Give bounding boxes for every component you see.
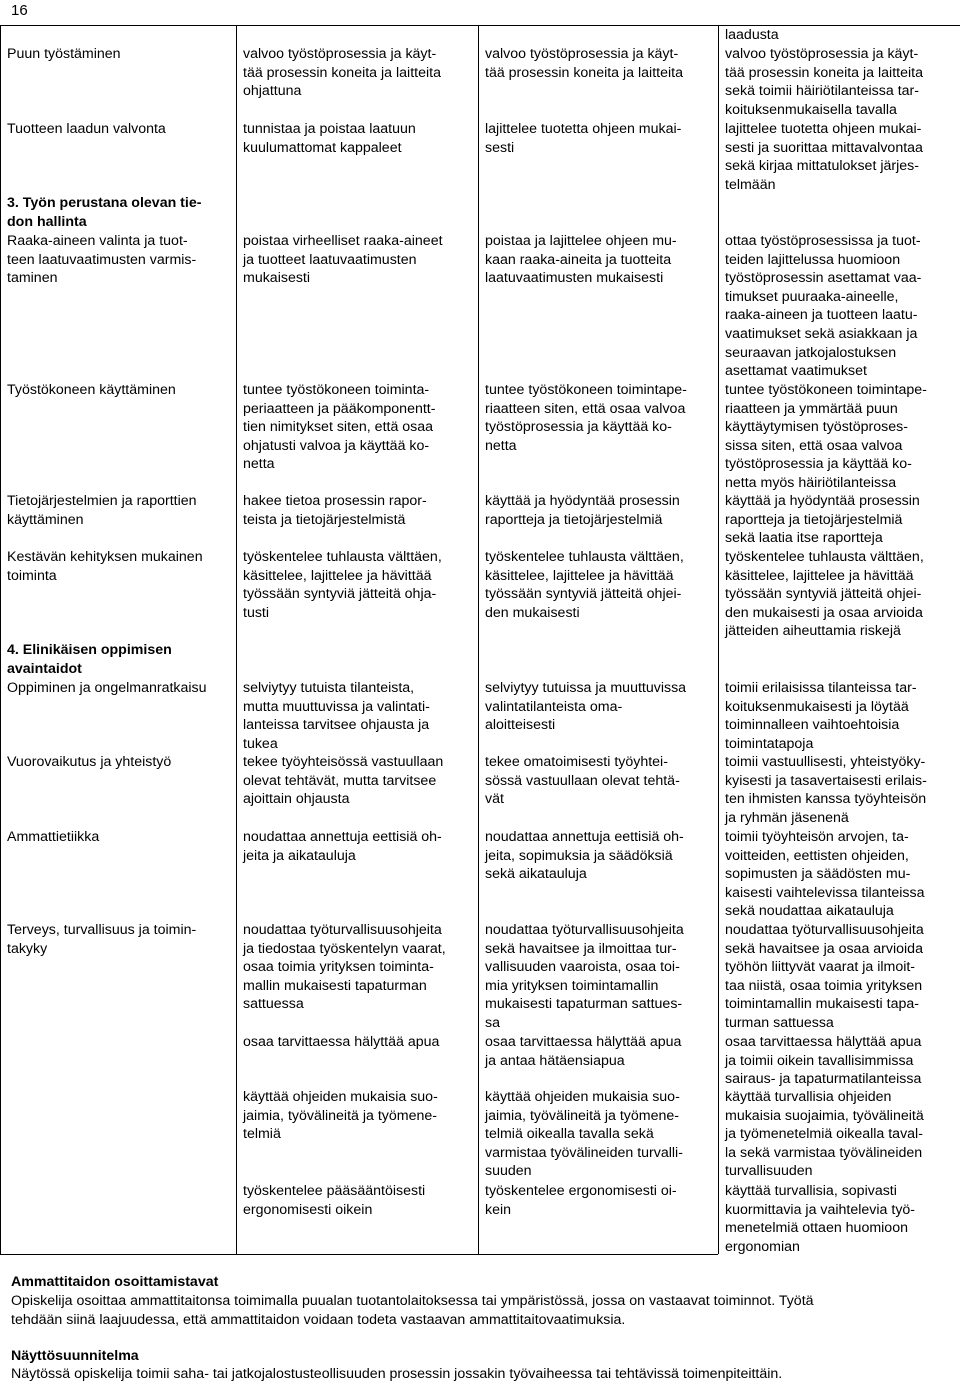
criterion-level-2: tuntee työstökoneen toimintape- riaatteen siten, että osaa valvoa työstöprosessia ja käyttää ko- netta xyxy=(485,382,687,454)
criterion-level-3: käyttää ja hyödyntää prosessin raportteja ja tietojärjestelmiä sekä laatia itse raportteja xyxy=(725,493,920,547)
row-label: Vuorovaikutus ja yhteistyö xyxy=(7,754,172,770)
demonstration-methods-text: Opiskelija osoittaa ammattitaitonsa toimimalla puualan tuotantolaitoksessa tai ympäristössä, jossa on vastaavat toiminnot. Työtä tehdään siinä laajuudessa, että ammattitaidon voidaan todeta vastaavan ammattitaitovaatimuksia. xyxy=(11,1293,814,1328)
column-divider-3 xyxy=(718,25,719,1254)
criterion-level-2: lajittelee tuotetta ohjeen mukai- sesti xyxy=(485,121,682,156)
criterion-level-3: noudattaa työturvallisuusohjeita sekä havaitsee ja osaa arvioida työhön liittyvät vaarat ja ilmoit- taa niistä, osaa toimia yrityksen toimintamallin mukaisesti tapa- turman sattuessa xyxy=(725,922,924,1031)
criterion-level-3: työskentelee tuhlausta välttäen, käsittelee, lajittelee ja hävittää työssään syntyviä jätteitä ohjei- den mukaisesti ja osaa arvioida jätteiden aiheuttamia riskejä xyxy=(725,549,924,640)
criterion-level-3: lajittelee tuotetta ohjeen mukai- sesti ja suorittaa mittavalvontaa sekä kirjaa mittatulokset järjes- telmään xyxy=(725,121,923,193)
page-number: 16 xyxy=(11,2,28,19)
row-label: Raaka-aineen valinta ja tuot- teen laatuvaatimusten varmis- taminen xyxy=(7,233,197,287)
criterion-level-1: tuntee työstökoneen toiminta- periaatteen ja pääkomponentt- tien nimitykset siten, että osaa ohjatusti valvoa ja käyttää ko- netta xyxy=(243,382,436,473)
criterion-level-3: käyttää turvallisia ohjeiden mukaisia suojaimia, työvälineitä ja työmenetelmiä oikealla taval- la sekä varmistaa työvälineiden turvallisuuden xyxy=(725,1089,924,1180)
row-label: Puun työstäminen xyxy=(7,46,121,62)
criterion-level-2: noudattaa annettuja eettisiä oh- jeita, sopimuksia ja säädöksiä sekä aikatauluja xyxy=(485,829,684,883)
criterion-level-3: osaa tarvittaessa hälyttää apua ja toimii oikein tavallisimmissa sairaus- ja tapaturmatilanteissa xyxy=(725,1034,922,1088)
criterion-level-2: osaa tarvittaessa hälyttää apua ja antaa hätäensiapua xyxy=(485,1034,682,1069)
demonstration-plan-text: Näytössä opiskelija toimii saha- tai jatkojalostusteollisuuden prosessin jossakin työvaiheessa tai tehtävissä toimenpiteittäin. xyxy=(11,1366,783,1382)
row-label: Oppiminen ja ongelmanratkaisu xyxy=(7,680,207,696)
column-divider-1 xyxy=(236,25,237,1254)
criterion-level-3: käyttää turvallisia, sopivasti kuormittavia ja vaihtelevia työ- menetelmiä ottaen huomioon ergonomian xyxy=(725,1183,916,1255)
table-bottom-border xyxy=(0,1254,718,1255)
criterion-level-3: tuntee työstökoneen toimintape- riaatteen ja ymmärtää puun käyttäytymisen työstöproses- sissa siten, että osaa valvoa työstöprosessia ja käyttää ko- netta myös häiriötilanteissa xyxy=(725,382,927,491)
criterion-level-1: noudattaa annettuja eettisiä oh- jeita ja aikatauluja xyxy=(243,829,442,864)
criterion-level-3: valvoo työstöprosessia ja käyt- tää prosessin koneita ja laitteita sekä toimii häiriötilanteissa tar- koituksenmukaisella tavalla xyxy=(725,46,923,118)
criterion-level-1: noudattaa työturvallisuusohjeita ja tiedostaa työskentelyn vaarat, osaa toimia yrityksen toiminta- mallin mukaisesti tapaturman sattuessa xyxy=(243,922,446,1013)
top-continuation-fragment: laadusta xyxy=(725,27,779,43)
criterion-level-2: työskentelee tuhlausta välttäen, käsittelee, lajittelee ja hävittää työssään syntyviä jätteitä ohjei- den mukaisesti xyxy=(485,549,684,621)
criterion-level-1: osaa tarvittaessa hälyttää apua xyxy=(243,1034,440,1050)
row-label: Tuotteen laadun valvonta xyxy=(7,121,166,137)
row-label: Kestävän kehityksen mukainen toiminta xyxy=(7,549,203,584)
criterion-level-1: hakee tietoa prosessin rapor- teista ja tietojärjestelmistä xyxy=(243,493,427,528)
row-label: Työstökoneen käyttäminen xyxy=(7,382,176,398)
criterion-level-1: valvoo työstöprosessia ja käyt- tää prosessin koneita ja laitteita ohjattuna xyxy=(243,46,441,100)
criterion-level-3: toimii työyhteisön arvojen, ta- voitteiden, eettisten ohjeiden, sopimusten ja säädösten mu- kaisesti vaihtelevissa tilanteissa sekä noudattaa aikatauluja xyxy=(725,829,925,920)
criterion-level-1: käyttää ohjeiden mukaisia suo- jaimia, työvälineitä ja työmene- telmiä xyxy=(243,1089,438,1143)
criterion-level-3: toimii erilaisissa tilanteissa tar- koituksenmukaisesti ja löytää toiminnalleen vaihtoehtoisia toimintatapoja xyxy=(725,680,917,752)
criterion-level-1: selviytyy tutuista tilanteista, mutta muuttuvissa ja valintati- lanteissa tarvitsee ohjausta ja tukea xyxy=(243,680,430,752)
criterion-level-2: tekee omatoimisesti työyhtei- sössä vastuullaan olevat tehtä- vät xyxy=(485,754,680,808)
row-label: Tietojärjestelmien ja raporttien käyttäminen xyxy=(7,493,197,528)
criterion-level-1: poistaa virheelliset raaka-aineet ja tuotteet laatuvaatimusten mukaisesti xyxy=(243,233,443,287)
section-3-heading: 3. Työn perustana olevan tie- don hallinta xyxy=(7,195,202,230)
demonstration-plan-heading: Näyttösuunnitelma xyxy=(11,1348,139,1364)
section-4-heading: 4. Elinikäisen oppimisen avaintaidot xyxy=(7,642,172,677)
demonstration-methods-heading: Ammattitaidon osoittamistavat xyxy=(11,1274,219,1290)
criterion-level-2: käyttää ja hyödyntää prosessin raportteja ja tietojärjestelmiä xyxy=(485,493,680,528)
row-label: Ammattietiikka xyxy=(7,829,100,845)
criterion-level-2: käyttää ohjeiden mukaisia suo- jaimia, työvälineitä ja työmene- telmiä oikealla tavalla sekä varmistaa työvälineiden turvalli- suuden xyxy=(485,1089,683,1180)
criterion-level-1: työskentelee tuhlausta välttäen, käsittelee, lajittelee ja hävittää työssään syntyviä jätteitä ohja- tusti xyxy=(243,549,442,621)
table-left-border xyxy=(0,25,1,1254)
criterion-level-2: työskentelee ergonomisesti oi- kein xyxy=(485,1183,677,1218)
criterion-level-3: ottaa työstöprosessissa ja tuot- teiden lajittelussa huomioon työstöprosessin asettamat vaa- timukset puuraaka-aineelle, raaka-aineen ja tuotteen laatu- vaatimukset sekä asiakkaan ja seuraavan jatkojalostuksen asettamat vaatimukset xyxy=(725,233,922,380)
criterion-level-2: selviytyy tutuissa ja muuttuvissa valintatilanteista oma- aloitteisesti xyxy=(485,680,687,734)
criterion-level-3: toimii vastuullisesti, yhteistyöky- kyisesti ja tasavertaisesti erilais- ten ihmisten kanssa työyhteisön ja ryhmän jäsenenä xyxy=(725,754,927,826)
criterion-level-2: poistaa ja lajittelee ohjeen mu- kaan raaka-aineita ja tuotteita laatuvaatimusten mukaisesti xyxy=(485,233,677,287)
criterion-level-1: tunnistaa ja poistaa laatuun kuulumattomat kappaleet xyxy=(243,121,416,156)
criterion-level-2: noudattaa työturvallisuusohjeita sekä havaitsee ja ilmoittaa tur- vallisuuden vaaroista, osaa toi- mia yrityksen toimintamallin mukaisesti tapaturman sattues- sa xyxy=(485,922,684,1031)
criterion-level-2: valvoo työstöprosessia ja käyt- tää prosessin koneita ja laitteita xyxy=(485,46,683,81)
criterion-level-1: työskentelee pääsääntöisesti ergonomisesti oikein xyxy=(243,1183,426,1218)
criterion-level-1: tekee työyhteisössä vastuullaan olevat tehtävät, mutta tarvitsee ajoittain ohjausta xyxy=(243,754,444,808)
column-divider-2 xyxy=(478,25,479,1254)
row-label: Terveys, turvallisuus ja toimin- takyky xyxy=(7,922,197,957)
